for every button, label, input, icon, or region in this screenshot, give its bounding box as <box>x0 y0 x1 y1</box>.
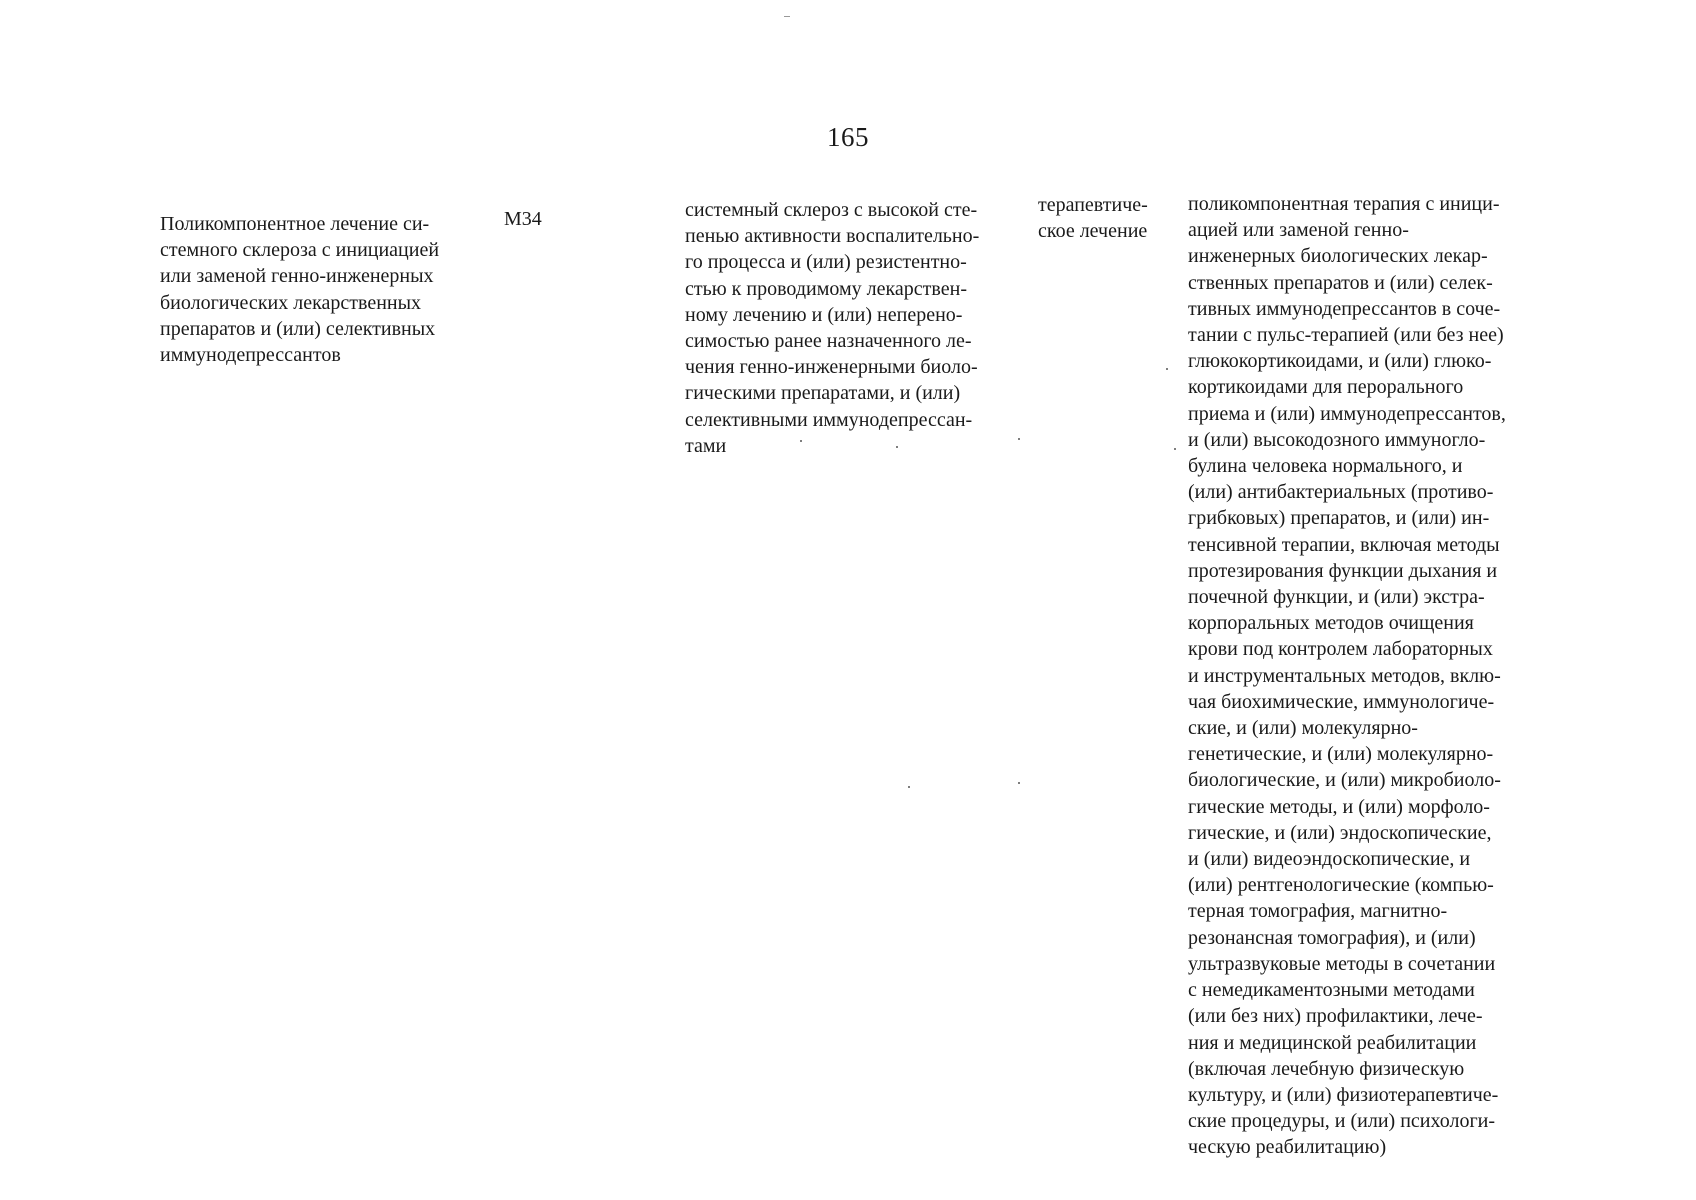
scan-speck <box>896 446 898 448</box>
scan-speck <box>800 440 802 442</box>
scan-speck <box>1018 438 1020 440</box>
page-number: 165 <box>827 122 869 152</box>
cell-icd-code: М34 <box>504 208 542 230</box>
cell-treatment-method: поликомпонентная терапия с иници- ацией или заменой генно- инженерных биологических лекар- ственных препаратов и (или) селек- тивных иммунодепрессантов в соче- тании с пульс-терапией (или без нее) глюкокортикоидами, и (или) глюко- кортикоидами для перорального приема и (или) иммунодепрессантов, и (или) высокодозного иммуногло- булина человека нормального, и (или) антибактериальных (противо- грибковых) препаратов, и (или) ин- тенсивной терапии, включая методы протезирования функции дыхания и почечной функции, и (или) экстра- корпоральных методов очищения крови под контролем лабораторных и инструментальных методов, вклю- чая биохимические, иммунологиче- ские, и (или) молекулярно- генетические, и (или) молекулярно- биологические, и (или) микробиоло- гические методы, и (или) морфоло- гические, и (или) эндоскопические, и (или) видеоэндоскопические, и (или) рентгенологические (компью- терная томография, магнитно- резонансная томография), и (или) ультразвуковые методы в сочетании с немедикаментозными методами (или без них) профилактики, лече- ния и медицинской реабилитации (включая лечебную физическую культуру, и (или) физиотерапевтиче- ские процедуры, и (или) психологи- ческую реабилитацию) <box>1188 193 1506 1159</box>
scan-speck <box>1018 782 1020 784</box>
cell-procedure-name: Поликомпонентное лечение си- стемного склероза с инициацией или заменой генно-инженерных биологических лекарственных препаратов и (или) селективных иммунодепрессантов <box>160 213 440 367</box>
scan-speck <box>908 786 910 788</box>
cell-treatment-type: терапевтиче- ское лечение <box>1038 194 1148 243</box>
scan-speck <box>1166 368 1168 370</box>
scan-speck <box>1174 448 1176 450</box>
cell-patient-model: системный склероз с высокой сте- пенью активности воспалительно- го процесса и (или) резистентно- стью к проводимому лекарствен- ному лечению и (или) неперено- симостью ранее назначенного ле- чения генно-инженерными биоло- гическими препаратами, и (или) селективными иммунодепрессан- тами <box>685 199 980 457</box>
scan-artifact <box>784 16 790 17</box>
